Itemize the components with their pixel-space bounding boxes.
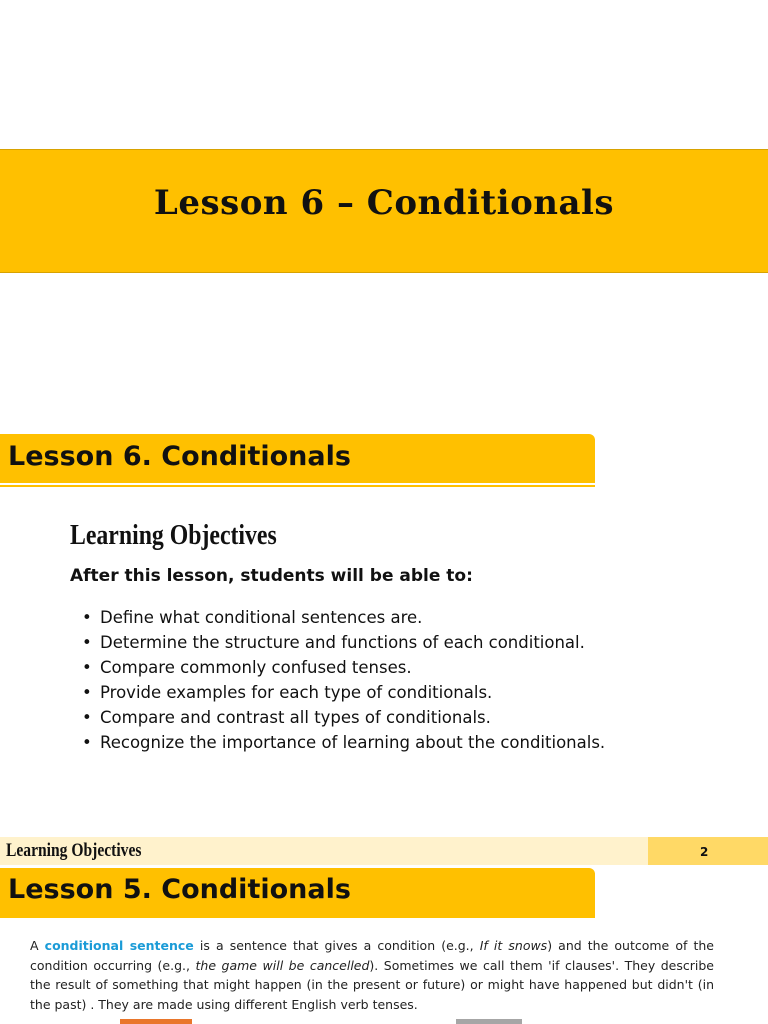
example-text: If it snows — [479, 938, 548, 953]
bullet-icon: • — [82, 708, 92, 727]
bullet-icon: • — [82, 733, 92, 752]
page-title: Lesson 6 – Conditionals — [153, 183, 615, 223]
keyword-highlight: conditional sentence — [44, 938, 194, 953]
page-number: 2 — [700, 845, 709, 859]
objective-text: Provide examples for each type of conditionals. — [100, 683, 493, 702]
banner-underline — [0, 916, 595, 918]
banner-underline — [0, 485, 595, 487]
lesson-banner-title: Lesson 6. Conditionals — [8, 441, 351, 472]
objectives-intro: After this lesson, students will be able to: — [70, 566, 473, 586]
list-item — [82, 705, 742, 730]
objective-text: Recognize the importance of learning about the conditionals. — [100, 733, 606, 752]
bullet-icon: • — [82, 658, 92, 677]
objectives-list — [82, 605, 742, 755]
text-span: is a sentence that gives a condition (e.g., — [193, 938, 480, 953]
example-text: the game will be cancelled — [195, 957, 370, 973]
bullet-icon: • — [82, 608, 92, 627]
list-item — [82, 655, 742, 680]
list-item — [82, 630, 742, 655]
definition-paragraph — [30, 936, 714, 1014]
objective-text: Determine the structure and functions of each conditional. — [100, 633, 585, 652]
text-span: ) and the outcome of the condition occurring (e.g., — [30, 938, 714, 973]
footer-label: Learning Objectives — [6, 840, 142, 861]
list-item — [82, 680, 742, 705]
list-item — [82, 605, 742, 630]
list-item — [82, 730, 742, 755]
text-span: A — [30, 938, 45, 953]
objective-text: Define what conditional sentences are. — [100, 608, 423, 627]
objective-text: Compare commonly confused tenses. — [100, 658, 412, 677]
bullet-icon: • — [82, 683, 92, 702]
decorative-shape — [456, 1019, 522, 1024]
text-span: ). Sometimes we call them 'if clauses'. They describe the result of something that might happen (in the present or future) or might have happened but didn't (in the past) . They are made using different English verb tenses. — [30, 957, 714, 1012]
decorative-shape — [120, 1019, 192, 1024]
lesson-banner-title: Lesson 5. Conditionals — [8, 874, 351, 905]
bullet-icon: • — [82, 633, 92, 652]
objective-text: Compare and contrast all types of conditionals. — [100, 708, 491, 727]
objectives-heading: Learning Objectives — [70, 519, 277, 551]
